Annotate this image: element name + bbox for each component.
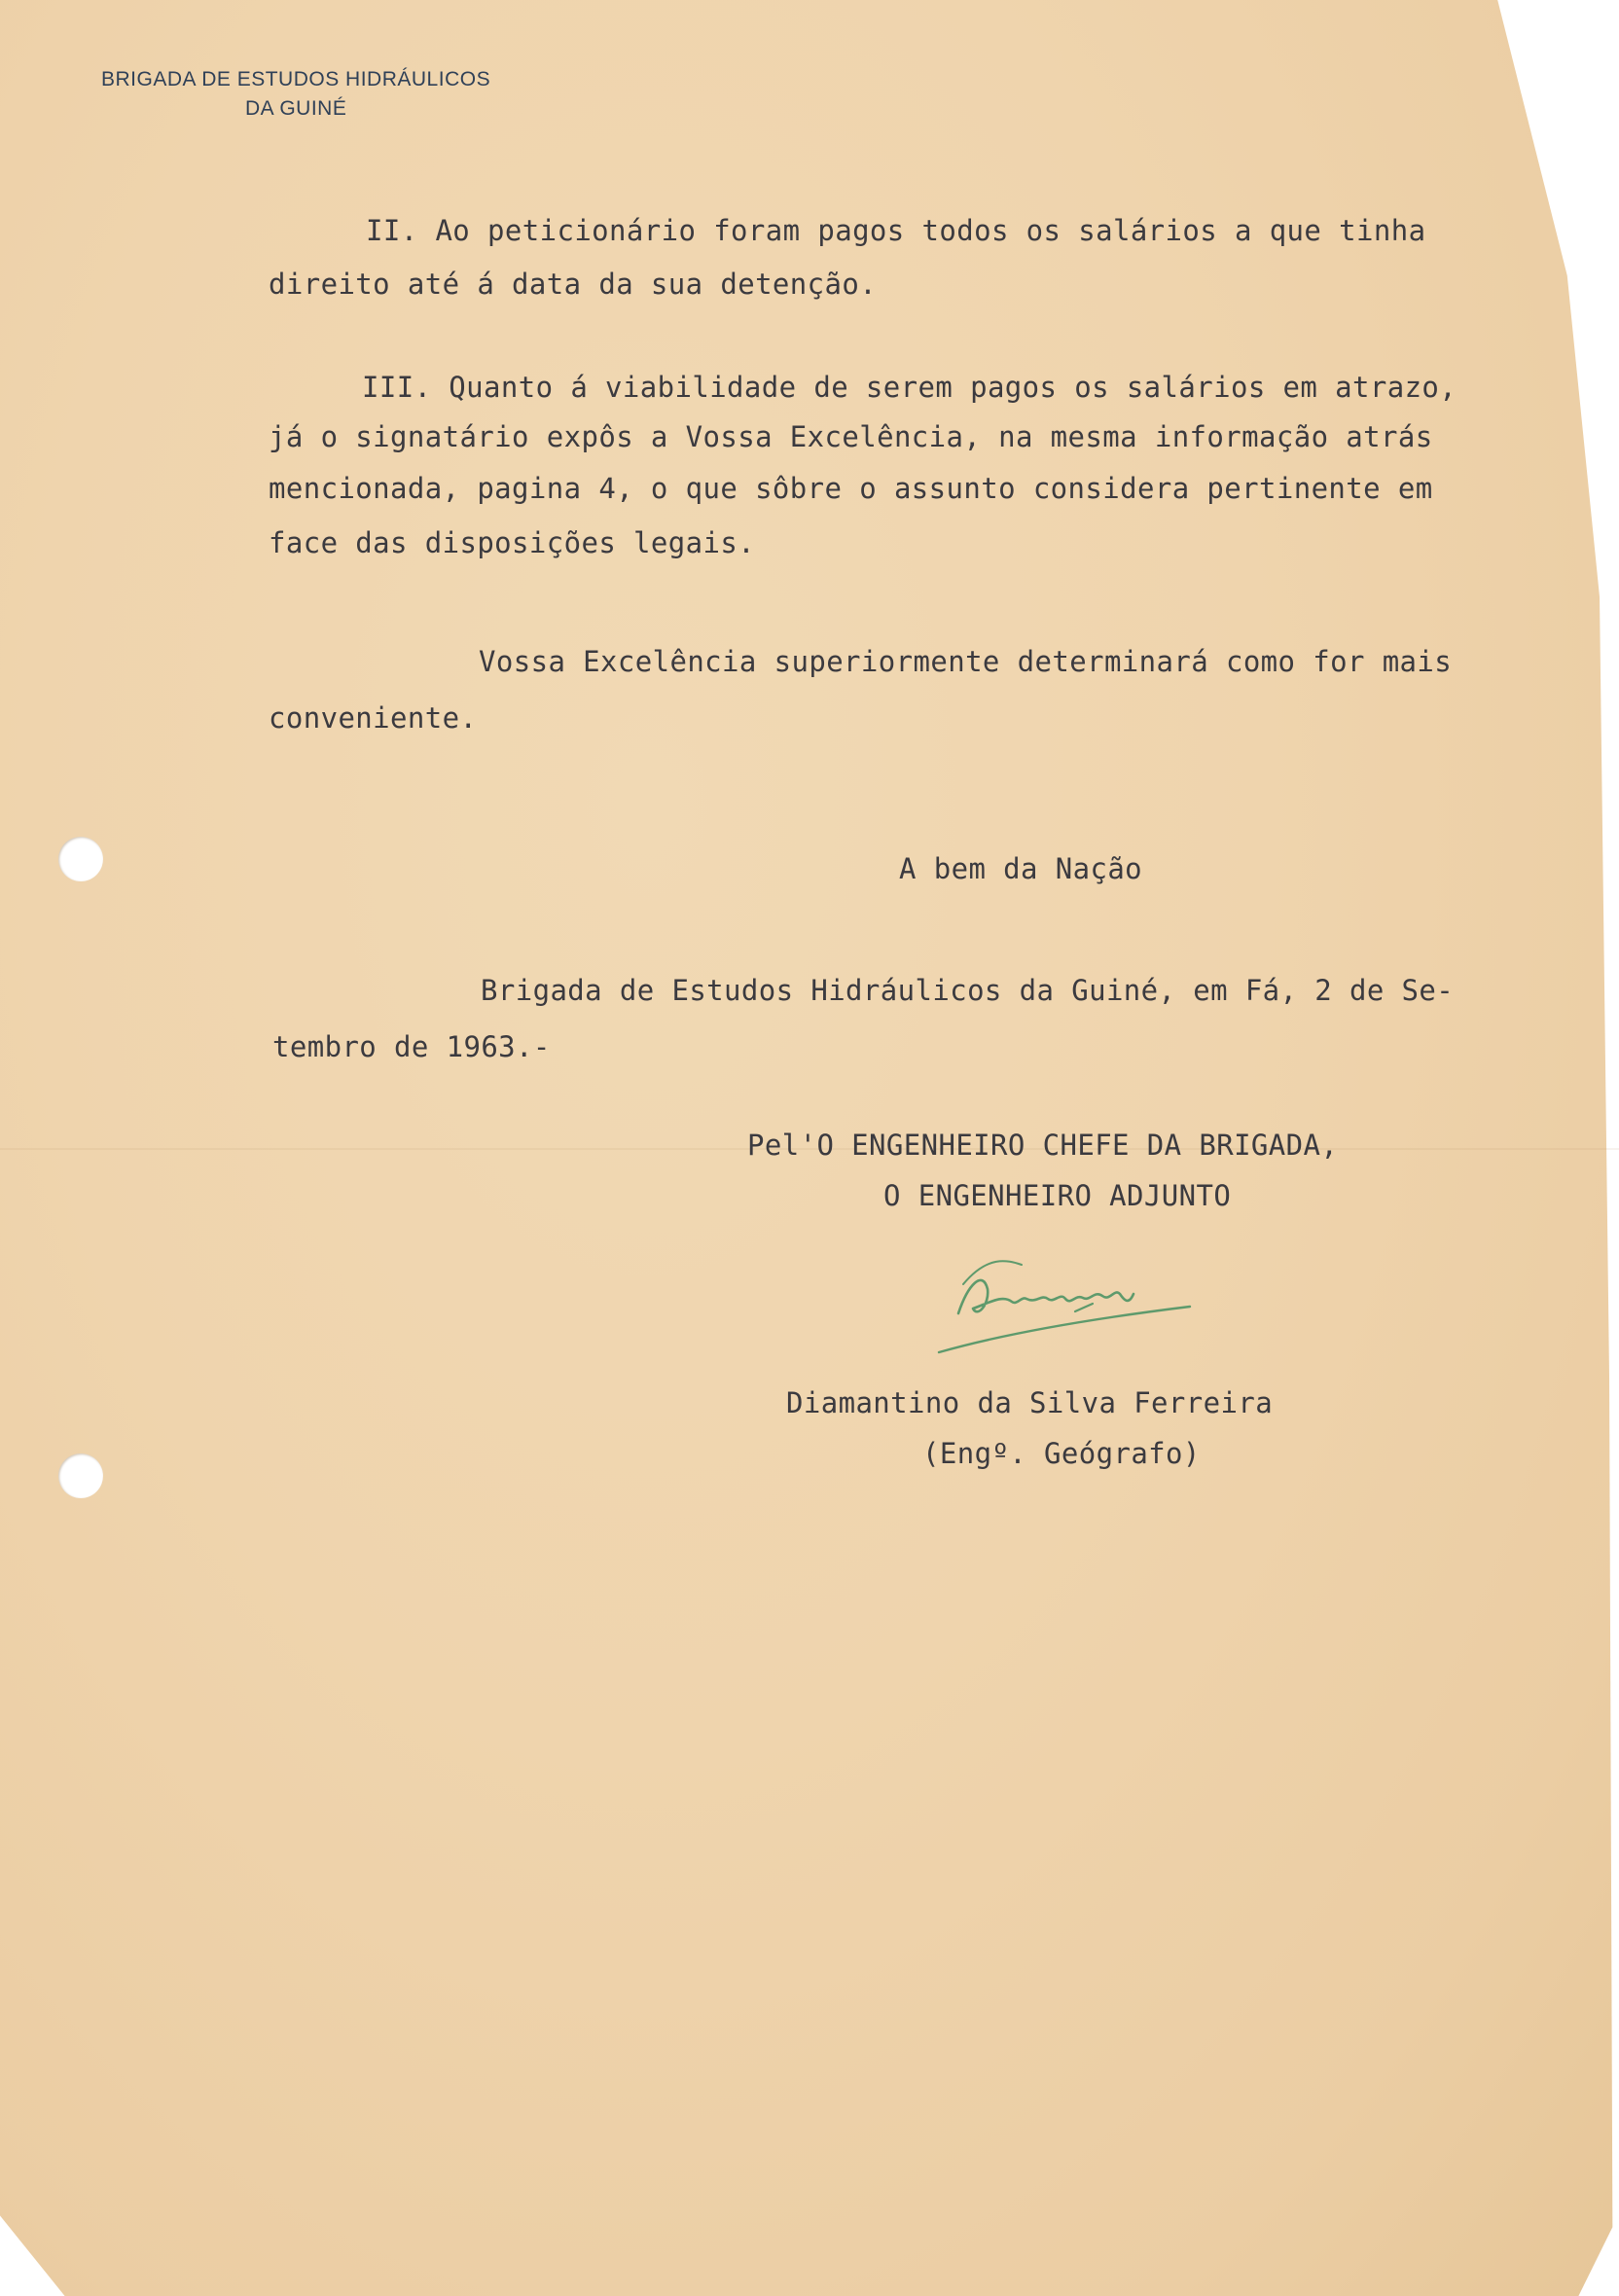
paragraph-ii-line-1: II. Ao peticionário foram pagos todos os salários a que tinha: [366, 214, 1426, 247]
signatory-role-line-2: O ENGENHEIRO ADJUNTO: [883, 1179, 1232, 1212]
punch-hole-top: [58, 837, 103, 881]
paragraph-iii-line-4: face das disposições legais.: [269, 526, 756, 559]
place-date-line-1: Brigada de Estudos Hidráulicos da Guiné, em Fá, 2 de Se-: [481, 974, 1455, 1007]
letterhead: [101, 68, 490, 121]
paragraph-iv-line-1: Vossa Excelência superiormente determinará como for mais: [479, 645, 1453, 678]
signatory-title: (Engº. Geógrafo): [922, 1437, 1201, 1470]
signatory-role-line-1: Pel'O ENGENHEIRO CHEFE DA BRIGADA,: [747, 1129, 1339, 1162]
paragraph-iii-line-2: já o signatário expôs a Vossa Excelência, na mesma informação atrás: [269, 420, 1433, 453]
handwritten-signature: [929, 1245, 1202, 1362]
punch-hole-bottom: [58, 1453, 103, 1498]
signatory-name: Diamantino da Silva Ferreira: [786, 1386, 1274, 1419]
letterhead-line-1: BRIGADA DE ESTUDOS HIDRÁULICOS: [101, 68, 491, 90]
paragraph-iii-line-1: III. Quanto á viabilidade de serem pagos os salários em atrazo,: [362, 371, 1457, 404]
paragraph-iv-line-2: conveniente.: [269, 701, 478, 735]
closing-salutation: A bem da Nação: [899, 852, 1143, 885]
paragraph-ii-line-2: direito até á data da sua detenção.: [269, 268, 878, 301]
letterhead-line-2: DA GUINÉ: [245, 97, 347, 120]
paragraph-iii-line-3: mencionada, pagina 4, o que sôbre o assunto considera pertinente em: [269, 472, 1433, 505]
place-date-line-2: tembro de 1963.-: [272, 1030, 551, 1063]
